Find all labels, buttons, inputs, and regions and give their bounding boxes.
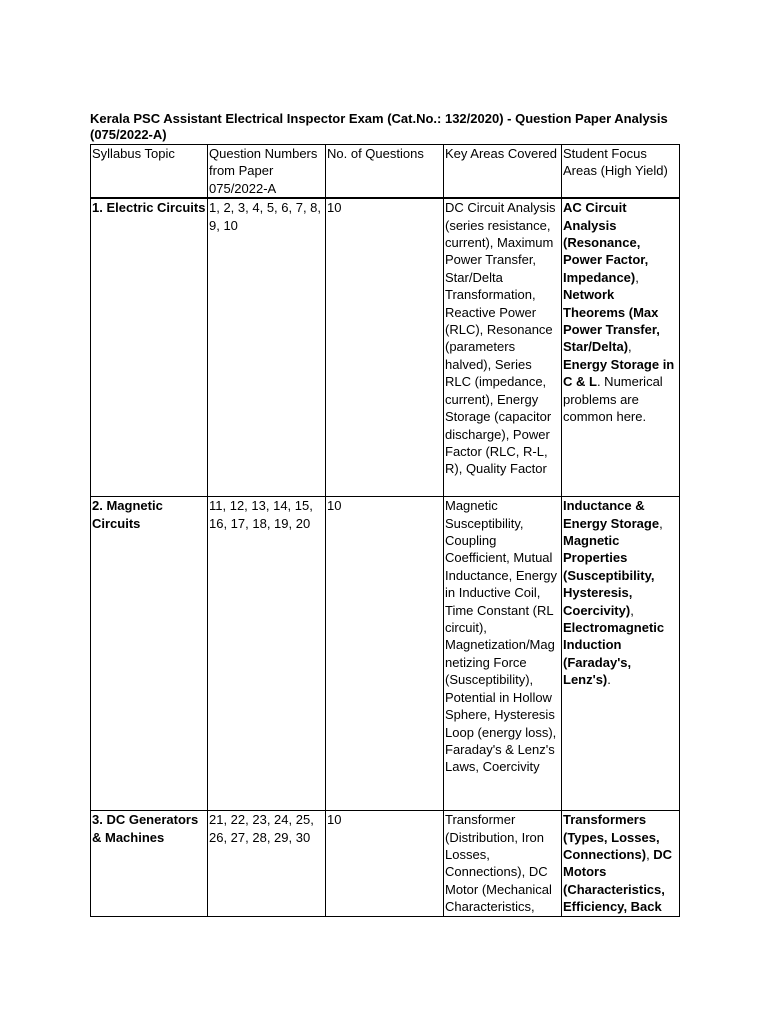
focus-bold-text: Transformers (Types, Losses, Connections) xyxy=(563,812,660,863)
table-header-row xyxy=(91,145,680,199)
table-row xyxy=(91,497,680,811)
table-row xyxy=(91,811,680,916)
focus-cell xyxy=(562,198,680,497)
header-question-numbers: Question Numbers from Paper 075/2022-A xyxy=(208,145,326,199)
topic-cell: 1. Electric Circuits xyxy=(91,198,208,497)
topic-cell: 3. DC Generators & Machines xyxy=(91,811,208,916)
header-student-focus: Student Focus Areas (High Yield) xyxy=(562,145,680,199)
num-questions-cell: 10 xyxy=(326,811,444,916)
focus-bold-text: Electromagnetic Induction (Faraday's, Lenz's) xyxy=(563,620,665,688)
analysis-table xyxy=(90,144,680,917)
question-numbers-cell: 1, 2, 3, 4, 5, 6, 7, 8, 9, 10 xyxy=(208,198,326,497)
focus-text: . Numerical problems are common here. xyxy=(563,374,663,425)
header-key-areas: Key Areas Covered xyxy=(444,145,562,199)
focus-text: , xyxy=(659,515,663,531)
question-numbers-cell: 21, 22, 23, 24, 25, 26, 27, 28, 29, 30 xyxy=(208,811,326,916)
focus-cell xyxy=(562,811,680,916)
focus-text: , xyxy=(628,339,632,355)
document-page xyxy=(90,111,680,917)
key-areas-cell: Transformer (Distribution, Iron Losses, Connections), DC Motor (Mechanical Characteristics, xyxy=(444,811,562,916)
focus-text: , xyxy=(635,269,639,285)
focus-bold-text: AC Circuit Analysis (Resonance, Power Factor, Impedance) xyxy=(563,200,649,285)
focus-bold-text: Inductance & Energy Storage xyxy=(563,498,660,531)
document-title: Kerala PSC Assistant Electrical Inspector Exam (Cat.No.: 132/2020) - Question Paper Analysis (075/2022-A) xyxy=(90,111,668,142)
focus-bold-text: Network Theorems (Max Power Transfer, Star/Delta) xyxy=(563,287,660,355)
question-numbers-cell: 11, 12, 13, 14, 15, 16, 17, 18, 19, 20 xyxy=(208,497,326,811)
focus-bold-text: DC Motors (Characteristics, Efficiency, Back xyxy=(563,847,673,915)
topic-cell: 2. Magnetic Circuits xyxy=(91,497,208,811)
focus-text: , xyxy=(630,602,634,618)
focus-text: , xyxy=(646,847,654,863)
focus-bold-text: Magnetic Properties (Susceptibility, Hysteresis, Coercivity) xyxy=(563,533,655,618)
header-syllabus-topic: Syllabus Topic xyxy=(91,145,208,199)
focus-bold-text: Energy Storage in C & L xyxy=(563,356,675,390)
num-questions-cell: 10 xyxy=(326,198,444,497)
focus-text: . xyxy=(607,672,611,688)
num-questions-cell: 10 xyxy=(326,497,444,811)
table-row xyxy=(91,198,680,497)
focus-cell xyxy=(562,497,680,811)
key-areas-cell: Magnetic Susceptibility, Coupling Coefficient, Mutual Inductance, Energy in Inductive Coil, Time Constant (RL circuit), Magnetization/Magnetizing Force (Susceptibility), Potential in Hollow Sphere, Hysteresis Loop (energy loss), Faraday's & Lenz's Laws, Coercivity xyxy=(444,497,562,811)
header-num-questions: No. of Questions xyxy=(326,145,444,199)
key-areas-cell: DC Circuit Analysis (series resistance, current), Maximum Power Transfer, Star/Delta Transformation, Reactive Power (RLC), Resonance (parameters halved), Series RLC (impedance, current), Energy Storage (capacitor discharge), Power Factor (RLC, R-L, R), Quality Factor xyxy=(444,198,562,497)
